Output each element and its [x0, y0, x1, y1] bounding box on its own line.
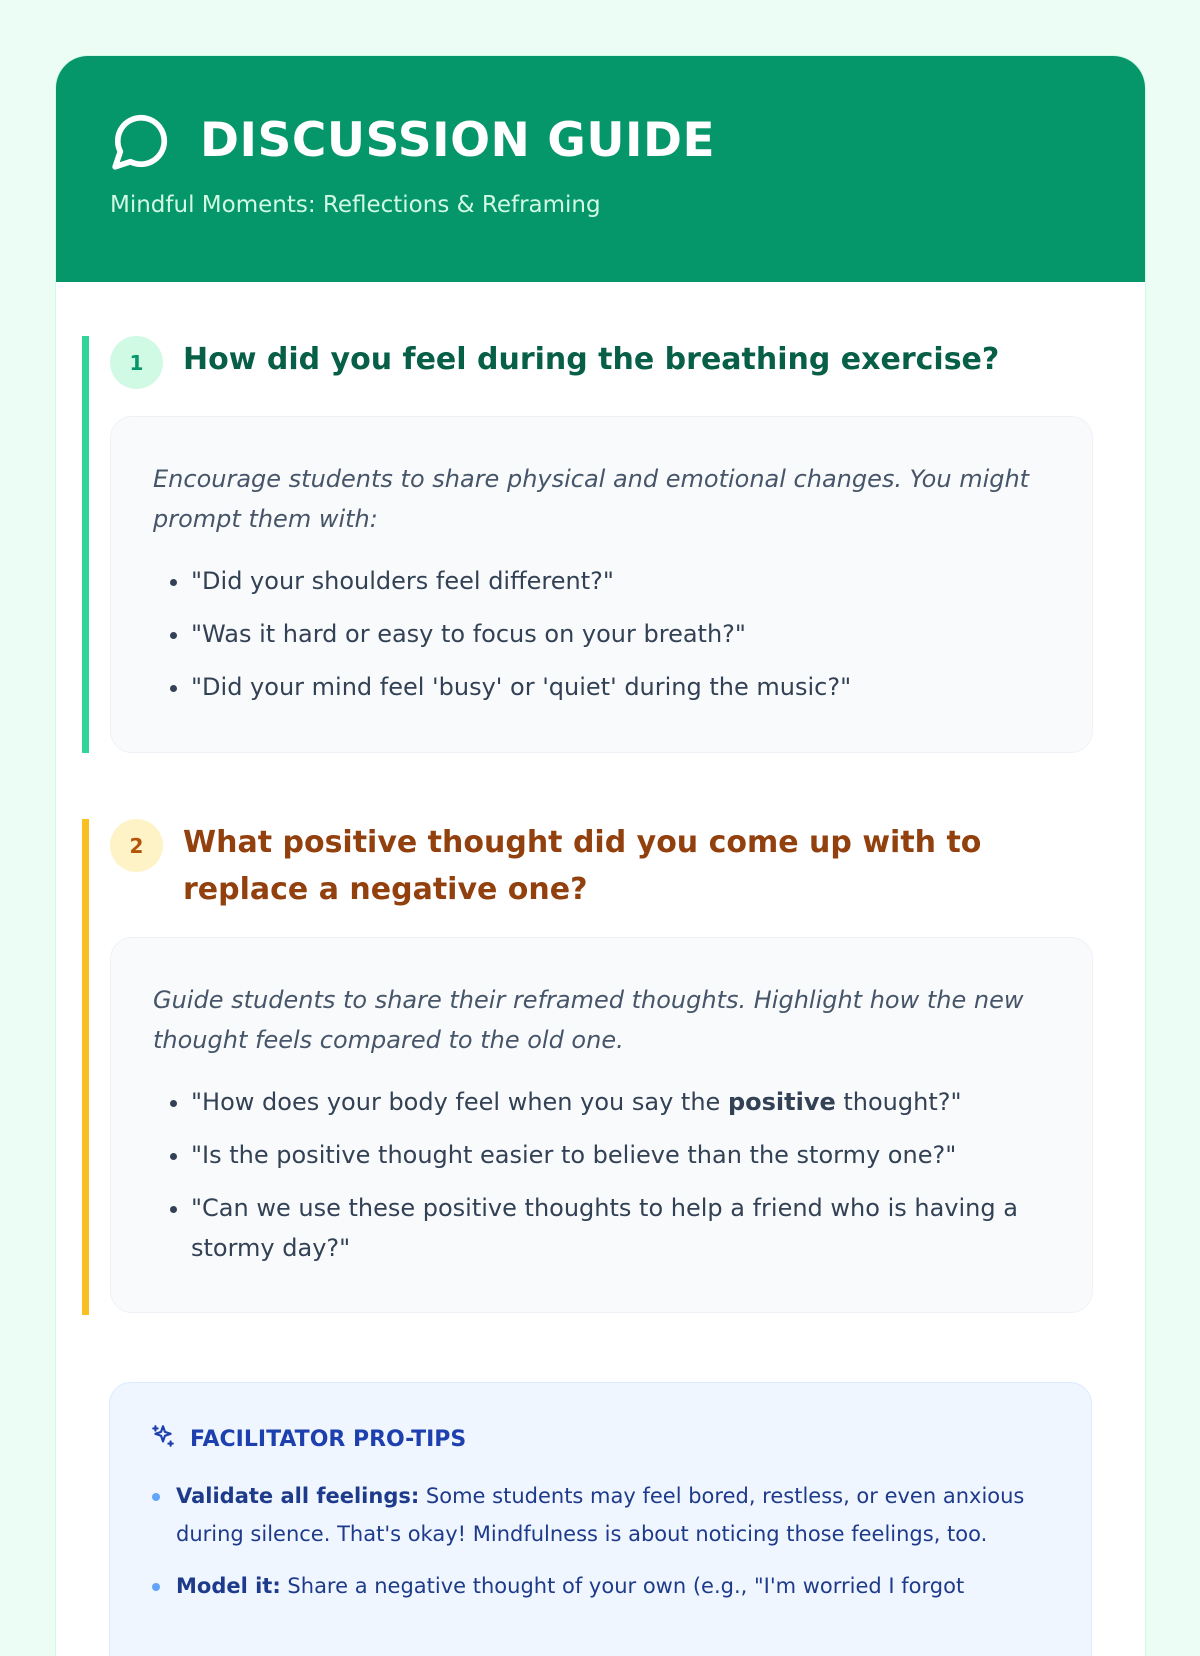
- header: [56, 56, 1145, 282]
- prompt-list: [153, 561, 1050, 707]
- tip-text: Share a negative thought of your own (e.g., "I'm worried I forgot: [280, 1574, 965, 1598]
- tip-label: Model it:: [176, 1574, 281, 1598]
- list-item: • "Did your mind feel 'busy' or 'quiet' during the music?": [191, 667, 1050, 707]
- question-heading: What positive thought did you come up with to replace a negative one?: [183, 825, 982, 907]
- list-item: • "Did your shoulders feel different?": [191, 561, 1050, 601]
- list-item: • "Is the positive thought easier to believe than the stormy one?": [191, 1135, 1050, 1175]
- prompt-text: "How does your body feel when you say the: [191, 1088, 728, 1116]
- question-number-badge: 1: [110, 336, 163, 389]
- tip-label: Validate all feelings:: [176, 1484, 420, 1508]
- list-item: • "Can we use these positive thoughts to help a friend who is having a stormy day?": [191, 1188, 1050, 1268]
- guidance-intro: Guide students to share their reframed thoughts. Highlight how the new thought feels compared to the old one.: [153, 986, 1024, 1054]
- tip-text: Some students may feel bored, restless, or even anxious during silence. That's okay! Mindfulness is about noticing those feelings, too.: [176, 1484, 1025, 1546]
- sparkles-icon: [150, 1423, 176, 1455]
- emphasis-text: positive: [727, 1088, 836, 1116]
- question-section-2: [82, 819, 1099, 1315]
- prompt-text: thought?": [835, 1088, 962, 1116]
- chat-bubble-icon: [110, 110, 172, 172]
- guidance-box: [110, 416, 1093, 753]
- prompt-list: [153, 1082, 1050, 1268]
- question-number-badge: 2: [110, 819, 163, 872]
- question-heading: How did you feel during the breathing exercise?: [183, 342, 1000, 377]
- guidance-box: [110, 937, 1093, 1313]
- page-title: DISCUSSION GUIDE: [200, 113, 716, 168]
- question-section-1: [82, 336, 1099, 753]
- list-item: [176, 1567, 1049, 1605]
- page-subtitle: Mindful Moments: Reflections & Reframing: [110, 192, 601, 218]
- guidance-intro: Encourage students to share physical and emotional changes. You might prompt them with:: [153, 465, 1030, 533]
- list-item: [191, 1082, 1050, 1122]
- discussion-guide-card: [56, 56, 1145, 1656]
- list-item: [176, 1477, 1049, 1553]
- tips-list: [150, 1477, 1049, 1605]
- tips-heading: FACILITATOR PRO-TIPS: [190, 1426, 467, 1452]
- list-item: • "Was it hard or easy to focus on your breath?": [191, 614, 1050, 654]
- facilitator-tips-box: [109, 1382, 1092, 1656]
